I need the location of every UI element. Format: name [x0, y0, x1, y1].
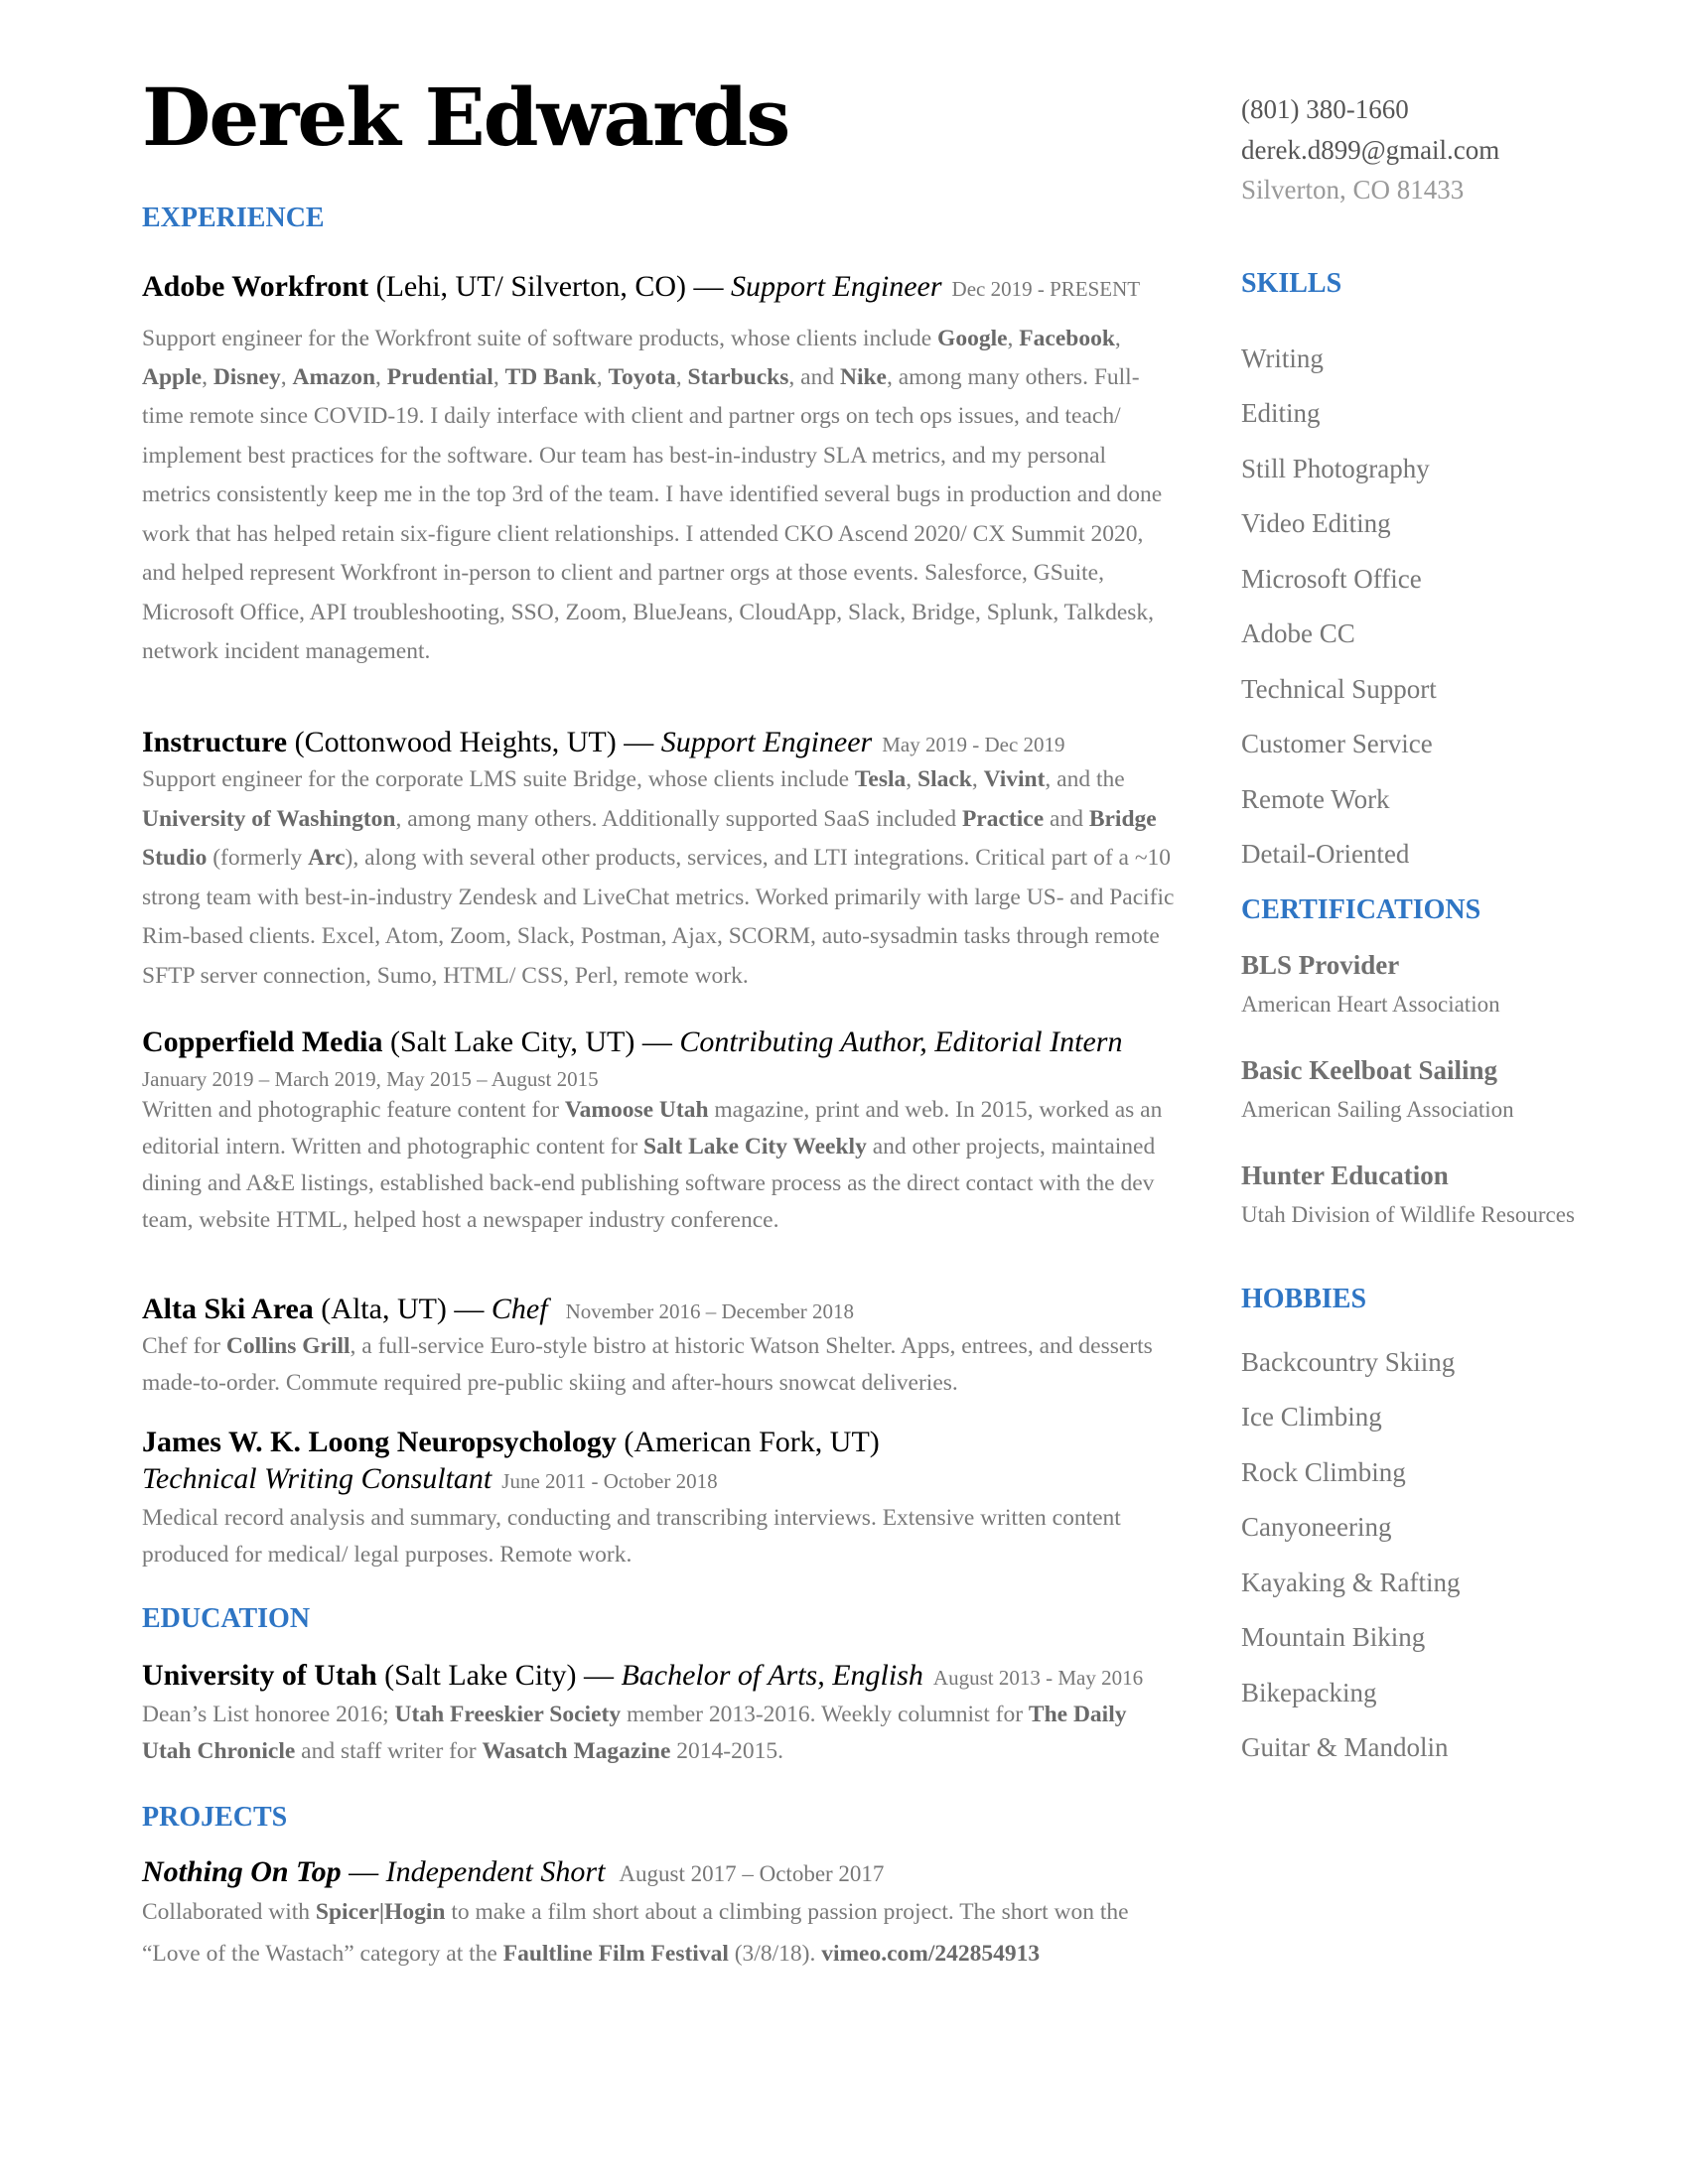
- project-separator: —: [341, 1854, 386, 1888]
- text-run: Support engineer for the corporate LMS suite Bridge, whose clients include: [142, 766, 855, 793]
- sidebar: [1241, 89, 1618, 1776]
- skill-item: Writing: [1241, 342, 1324, 373]
- main-column: [142, 70, 1175, 2016]
- emphasis-text: Prudential: [386, 363, 493, 390]
- hobby-item: Rock Climbing: [1241, 1456, 1406, 1487]
- skill-item: Editing: [1241, 398, 1321, 428]
- job-location: (Cottonwood Heights, UT) —: [287, 725, 661, 758]
- certification-name: Hunter Education: [1241, 1160, 1449, 1190]
- text-run: and staff writer for: [295, 1737, 483, 1764]
- text-run: , among many others. Additionally supported SaaS included: [395, 805, 962, 832]
- emphasis-text: Facebook: [1019, 325, 1115, 351]
- skill-item: Still Photography: [1241, 453, 1430, 483]
- emphasis-text: Practice: [961, 805, 1045, 832]
- education-description: [142, 1697, 1175, 1770]
- job-dates: May 2019 - Dec 2019: [882, 732, 1065, 756]
- text-run: ,: [202, 363, 213, 390]
- job-title-line: [142, 724, 1175, 761]
- skill-item: Remote Work: [1241, 783, 1390, 814]
- project-dates: August 2017 – October 2017: [619, 1860, 885, 1886]
- emphasis-text: University of Washington: [142, 805, 396, 832]
- phone: (801) 380-1660: [1241, 94, 1409, 124]
- emphasis-text: Utah Freeskier Society: [394, 1701, 622, 1727]
- emphasis-text: Bridge Studio: [142, 805, 1157, 872]
- emphasis-text: The Daily Utah Chronicle: [142, 1701, 1127, 1764]
- text-run: ,: [375, 363, 387, 390]
- job-title-line: [142, 1291, 1175, 1328]
- text-run: ,: [1114, 325, 1121, 351]
- hobby-item: Bikepacking: [1241, 1677, 1377, 1707]
- job-location: (Alta, UT) —: [313, 1293, 492, 1326]
- project-description: [142, 1892, 1175, 1975]
- text-run: ,: [906, 766, 917, 793]
- hobby-item: Mountain Biking: [1241, 1622, 1426, 1653]
- text-run: ,: [675, 363, 688, 390]
- job-description: [142, 1500, 1175, 1573]
- hobby-item: Ice Climbing: [1241, 1402, 1382, 1433]
- text-run: , and the: [1045, 766, 1125, 793]
- text-run: magazine, print and web. In 2015, worked as an editorial intern. Written and photographic content for: [142, 1096, 1163, 1160]
- job-dates: January 2019 – March 2019, May 2015 – August 2015: [142, 1066, 599, 1091]
- education-heading: EDUCATION: [142, 1603, 311, 1635]
- job-description: [142, 320, 1175, 672]
- certification-name: BLS Provider: [1241, 949, 1400, 980]
- skill-item: Customer Service: [1241, 729, 1433, 758]
- text-run: , a full-service Euro-style bistro at historic Watson Shelter. Apps, entrees, and desserts made-to-order. Commute required pre-public skiing and after-hours snowcat deliveries.: [142, 1332, 1153, 1396]
- emphasis-text: Salt Lake City Weekly: [643, 1133, 867, 1160]
- job-description: [142, 760, 1175, 996]
- hobbies-list: [1241, 1335, 1618, 1776]
- job-location: (American Fork, UT): [616, 1425, 880, 1458]
- text-run: , and: [788, 363, 840, 390]
- skills-heading: SKILLS: [1241, 267, 1342, 299]
- candidate-name: Derek Edwards: [142, 70, 789, 164]
- education-dates: August 2013 - May 2016: [932, 1666, 1144, 1691]
- certification-org: Utah Division of Wildlife Resources: [1241, 1201, 1575, 1227]
- certification-item: [1241, 1157, 1618, 1236]
- skill-item: Adobe CC: [1241, 618, 1355, 648]
- hobby-item: Canyoneering: [1241, 1512, 1392, 1543]
- project-title-line: [142, 1853, 1175, 1891]
- job-role: Chef: [491, 1293, 548, 1326]
- text-run: (3/8/18).: [728, 1940, 822, 1967]
- job-company: Alta Ski Area: [142, 1293, 314, 1326]
- text-run: ,: [971, 766, 984, 793]
- project-title: Nothing On Top: [142, 1854, 342, 1888]
- job-title-line: [142, 1424, 1175, 1461]
- emphasis-text: Amazon: [292, 363, 376, 390]
- text-run: (formerly: [207, 845, 309, 872]
- education-entry: [142, 1657, 1175, 1770]
- emphasis-text: Starbucks: [687, 363, 789, 390]
- job-title-line: [142, 268, 1175, 306]
- emphasis-text: Disney: [212, 363, 281, 390]
- text-run: ,: [492, 363, 505, 390]
- job-company: James W. K. Loong Neuropsychology: [142, 1425, 617, 1458]
- text-run: 2014-2015.: [670, 1737, 783, 1764]
- job-location: (Lehi, UT/ Silverton, CO) —: [368, 270, 732, 303]
- certifications-heading: CERTIFICATIONS: [1241, 893, 1481, 925]
- projects-heading: PROJECTS: [142, 1801, 288, 1833]
- certification-name: Basic Keelboat Sailing: [1241, 1054, 1498, 1085]
- certification-org: American Heart Association: [1241, 991, 1500, 1017]
- job-entry: [142, 268, 1175, 672]
- job-company: Instructure: [142, 725, 288, 758]
- emphasis-text: Arc: [308, 845, 346, 872]
- certification-item: [1241, 1051, 1618, 1131]
- job-dates: June 2011 - October 2018: [501, 1469, 718, 1494]
- emphasis-text: Vamoose Utah: [564, 1096, 709, 1123]
- job-description: [142, 1092, 1175, 1240]
- location: Silverton, CO 81433: [1241, 175, 1465, 205]
- emphasis-text: Spicer|Hogin: [315, 1899, 446, 1926]
- certifications-list: [1241, 946, 1618, 1236]
- hobbies-heading: HOBBIES: [1241, 1283, 1367, 1314]
- email: derek.d899@gmail.com: [1241, 134, 1500, 165]
- job-entry: [142, 1424, 1175, 1573]
- school-name: University of Utah: [142, 1659, 377, 1693]
- job-entry: [142, 1024, 1175, 1239]
- emphasis-text: Faultline Film Festival: [502, 1940, 729, 1967]
- contact-block: [1241, 89, 1618, 210]
- emphasis-text: TD Bank: [504, 363, 597, 390]
- job-title-line: [142, 1460, 1175, 1498]
- skill-item: Microsoft Office: [1241, 563, 1422, 594]
- skill-item: Video Editing: [1241, 508, 1391, 538]
- emphasis-text: vimeo.com/242854913: [821, 1940, 1041, 1967]
- text-run: Chef for: [142, 1332, 226, 1359]
- job-role: Technical Writing Consultant: [142, 1462, 492, 1496]
- job-title-line: [142, 1024, 1175, 1061]
- job-entry: [142, 724, 1175, 996]
- emphasis-text: Google: [937, 325, 1008, 351]
- job-role: Contributing Author, Editorial Intern: [679, 1025, 1123, 1059]
- text-run: and: [1044, 805, 1089, 832]
- hobby-item: Kayaking & Rafting: [1241, 1567, 1461, 1597]
- job-company: Copperfield Media: [142, 1025, 383, 1059]
- job-location: (Salt Lake City, UT) —: [382, 1025, 680, 1059]
- certification-org: American Sailing Association: [1241, 1096, 1514, 1122]
- school-location: (Salt Lake City) —: [376, 1659, 622, 1693]
- text-run: ,: [596, 363, 609, 390]
- emphasis-text: Wasatch Magazine: [482, 1737, 671, 1764]
- emphasis-text: Toyota: [608, 363, 676, 390]
- hobby-item: Backcountry Skiing: [1241, 1346, 1456, 1377]
- job-company: Adobe Workfront: [142, 270, 369, 303]
- text-run: and other projects, maintained dining and A&E listings, established back-end publishing software process as the direct contact with the dev team, website HTML, helped host a newspaper industry conference.: [142, 1133, 1156, 1233]
- education-title-line: [142, 1657, 1175, 1695]
- project-entry: [142, 1853, 1175, 1975]
- emphasis-text: Collins Grill: [225, 1332, 351, 1359]
- hobby-item: Guitar & Mandolin: [1241, 1732, 1449, 1763]
- text-run: ), along with several other products, services, and LTI integrations. Critical part of a ~10 strong team with best-in-industry Zendesk and LiveChat metrics. Worked primarily with large US- and Pacific Rim-based clients. Excel, Atom, Zoom, Slack, Postman, Ajax, SCORM, auto-sysadmin tasks through remote SFTP server connection, Sumo, HTML/ CSS, Perl, remote work.: [142, 845, 1175, 989]
- text-run: member 2013-2016. Weekly columnist for: [621, 1701, 1029, 1727]
- job-role: Support Engineer: [731, 270, 942, 303]
- emphasis-text: Slack: [917, 766, 972, 793]
- text-run: to make a film short about a climbing passion project. The short won the “Love of the Wastach” category at the: [142, 1899, 1129, 1967]
- emphasis-text: Apple: [142, 363, 203, 390]
- skill-item: Technical Support: [1241, 673, 1437, 704]
- project-type: Independent Short: [385, 1854, 606, 1888]
- text-run: Support engineer for the Workfront suite of software products, whose clients include: [142, 325, 938, 351]
- job-entry: [142, 1291, 1175, 1402]
- skills-list: [1241, 332, 1618, 883]
- emphasis-text: Tesla: [854, 766, 907, 793]
- text-run: Collaborated with: [142, 1899, 316, 1926]
- emphasis-text: Nike: [839, 363, 887, 390]
- text-run: , among many others. Full-time remote since COVID-19. I daily interface with client and partner orgs on tech ops issues, and teach/ implement best practices for the software. Our team has best-in-industry SLA metrics, and my personal metrics consistently keep me in the top 3rd of the team. I have identified several bugs in production and done work that has helped retain six-figure client relationships. I attended CKO Ascend 2020/ CX Summit 2020, and helped represent Workfront in-person to client and partner orgs at those events. Salesforce, GSuite, Microsoft Office, API troubleshooting, SSO, Zoom, BlueJeans, CloudApp, Slack, Bridge, Splunk, Talkdesk, network incident management.: [142, 363, 1163, 665]
- skill-item: Detail-Oriented: [1241, 839, 1410, 869]
- job-role: Support Engineer: [660, 725, 873, 758]
- text-run: Written and photographic feature content for: [142, 1096, 565, 1123]
- text-run: ,: [280, 363, 293, 390]
- text-run: Medical record analysis and summary, conducting and transcribing interviews. Extensive written content produced for medical/ legal purposes. Remote work.: [142, 1504, 1121, 1568]
- job-dates: Dec 2019 - PRESENT: [951, 277, 1141, 301]
- job-dates: November 2016 – December 2018: [565, 1299, 855, 1324]
- experience-heading: EXPERIENCE: [142, 203, 325, 233]
- text-run: ,: [1007, 325, 1020, 351]
- emphasis-text: Vivint: [983, 766, 1046, 793]
- text-run: Dean’s List honoree 2016;: [142, 1701, 395, 1727]
- certification-item: [1241, 946, 1618, 1025]
- degree: Bachelor of Arts, English: [621, 1659, 923, 1693]
- job-description: [142, 1328, 1175, 1402]
